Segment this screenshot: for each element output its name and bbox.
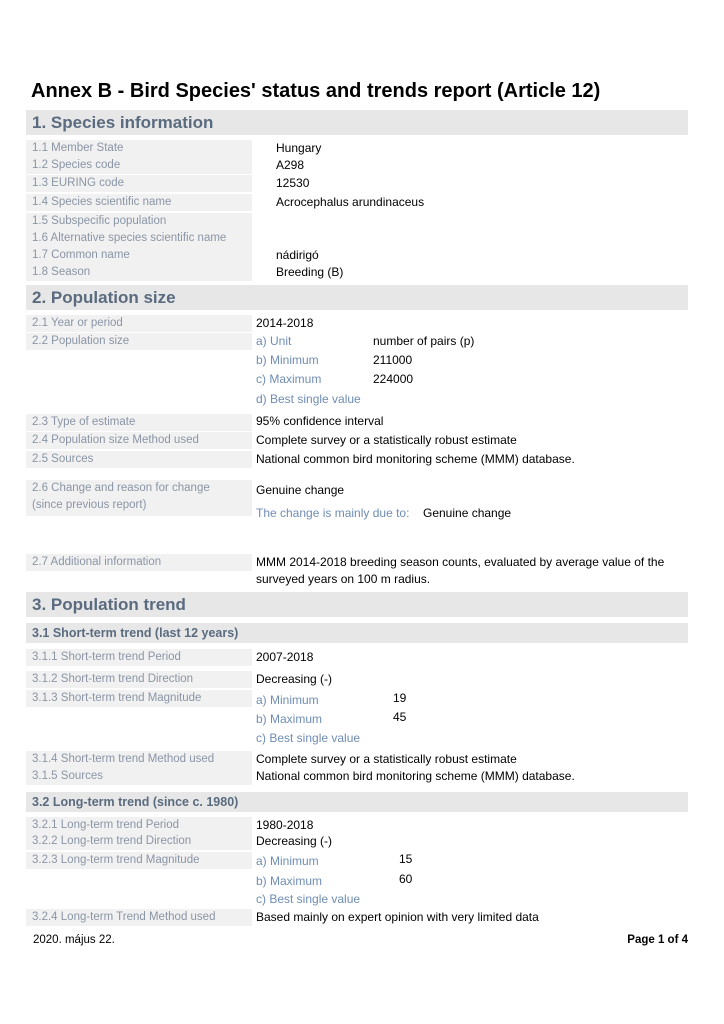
value-change: Genuine change [256,483,345,497]
value-long-term-period: 1980-2018 [256,818,314,832]
value-long-term-maximum: 60 [399,872,413,886]
value-short-term-sources: National common bird monitoring scheme (MMM) database. [256,769,575,783]
value-species-code: A298 [276,158,305,172]
label-species-code: 1.2 Species code [26,157,252,174]
label-change-due-to: The change is mainly due to: [256,506,410,520]
label-change-reason [26,480,252,516]
section-species-information: 1. Species information [26,110,688,135]
value-method-used: Complete survey or a statistically robust estimate [256,433,517,447]
label-subspecific-population: 1.5 Subspecific population [26,213,252,230]
value-season: Breeding (B) [276,265,344,279]
label-short-term-period: 3.1.1 Short-term trend Period [26,649,252,666]
label-scientific-name: 1.4 Species scientific name [26,194,252,211]
label-year-period: 2.1 Year or period [26,315,252,332]
label-short-term-magnitude: 3.1.3 Short-term trend Magnitude [26,690,252,707]
label-short-term-sources: 3.1.5 Sources [26,768,252,785]
value-sources: National common bird monitoring scheme (MMM) database. [256,452,575,466]
value-long-term-method: Based mainly on expert opinion with very limited data [256,910,539,924]
label-unit: a) Unit [256,334,292,348]
label-euring-code: 1.3 EURING code [26,175,252,192]
label-method-used: 2.4 Population size Method used [26,432,252,449]
value-common-name: nádirigó [276,248,319,262]
label-population-size: 2.2 Population size [26,333,252,350]
label-long-term-best-single-value: c) Best single value [256,892,361,906]
section-population-size: 2. Population size [26,285,688,310]
section-population-trend: 3. Population trend [26,592,688,617]
label-short-term-maximum: b) Maximum [256,712,323,726]
value-long-term-direction: Decreasing (-) [256,834,333,848]
value-year-period: 2014-2018 [256,316,314,330]
label-member-state: 1.1 Member State [26,140,252,157]
label-additional-information: 2.7 Additional information [26,554,252,571]
footer-page-number: Page 1 of 4 [627,934,688,946]
value-additional-information-line1: MMM 2014-2018 breeding season counts, evaluated by average value of the [256,555,665,569]
label-short-term-minimum: a) Minimum [256,693,319,707]
value-type-of-estimate: 95% confidence interval [256,414,384,428]
label-short-term-method: 3.1.4 Short-term trend Method used [26,751,252,768]
label-minimum: b) Minimum [256,353,319,367]
label-best-single-value: d) Best single value [256,392,361,406]
value-short-term-maximum: 45 [393,710,407,724]
footer-date: 2020. május 22. [33,934,115,946]
subsection-long-term-trend: 3.2 Long-term trend (since c. 1980) [26,792,688,812]
value-euring-code: 12530 [276,176,310,190]
value-short-term-direction: Decreasing (-) [256,672,333,686]
label-sources: 2.5 Sources [26,451,252,468]
label-long-term-direction: 3.2.2 Long-term trend Direction [26,833,252,850]
label-long-term-magnitude: 3.2.3 Long-term trend Magnitude [26,852,252,869]
value-short-term-method: Complete survey or a statistically robust estimate [256,752,517,766]
label-long-term-method: 3.2.4 Long-term Trend Method used [26,909,252,926]
value-additional-information-line2: surveyed years on 100 m radius. [256,572,431,586]
label-common-name: 1.7 Common name [26,247,252,264]
value-change-due-to: Genuine change [423,506,512,520]
subsection-short-term-trend: 3.1 Short-term trend (last 12 years) [26,623,688,643]
label-short-term-direction: 3.1.2 Short-term trend Direction [26,671,252,688]
label-type-of-estimate: 2.3 Type of estimate [26,414,252,431]
value-short-term-minimum: 19 [393,691,407,705]
label-change-reason-line2: (since previous report) [32,499,147,511]
value-maximum: 224000 [373,372,414,386]
label-short-term-best-single-value: c) Best single value [256,731,361,745]
page-title: Annex B - Bird Species' status and trends report (Article 12) [31,80,601,102]
label-long-term-maximum: b) Maximum [256,874,323,888]
label-change-reason-line1: 2.6 Change and reason for change [32,482,210,494]
label-maximum: c) Maximum [256,372,322,386]
label-long-term-period: 3.2.1 Long-term trend Period [26,817,252,834]
value-long-term-minimum: 15 [399,852,413,866]
label-long-term-minimum: a) Minimum [256,854,319,868]
value-member-state: Hungary [276,141,322,155]
label-alternative-name: 1.6 Alternative species scientific name [26,230,252,247]
value-short-term-period: 2007-2018 [256,650,314,664]
label-season: 1.8 Season [26,264,252,281]
value-unit: number of pairs (p) [373,334,475,348]
value-minimum: 211000 [373,353,413,367]
value-scientific-name: Acrocephalus arundinaceus [276,195,425,209]
